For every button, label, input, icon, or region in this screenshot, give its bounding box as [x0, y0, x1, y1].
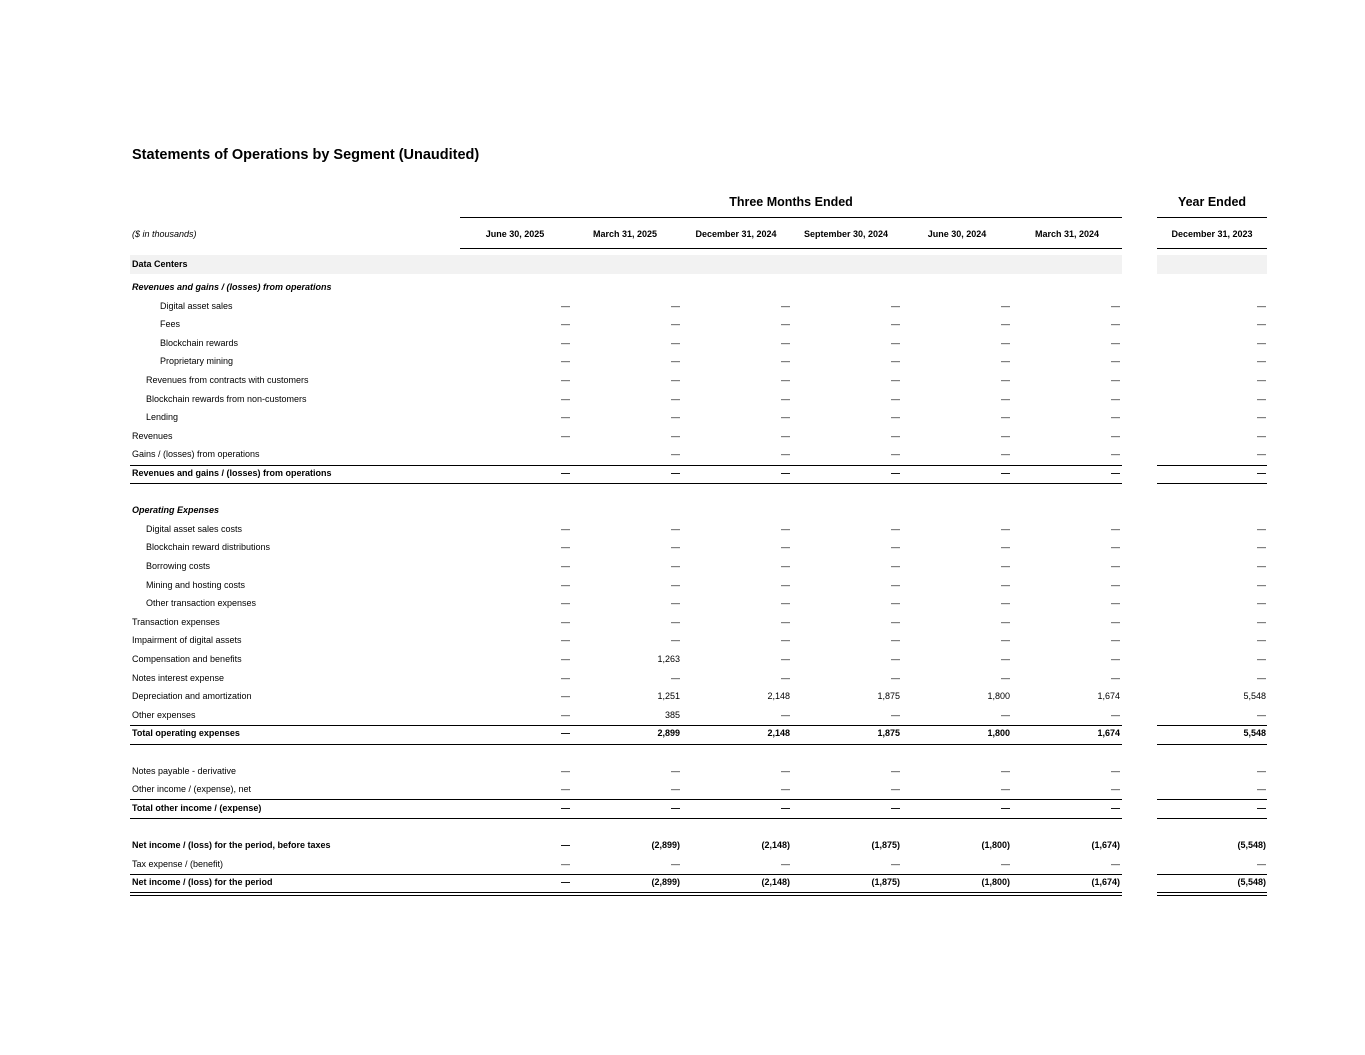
total-rule-top	[1157, 799, 1267, 800]
row-value: —	[561, 728, 570, 739]
row-value: —	[1257, 561, 1266, 571]
row-label: Mining and hosting costs	[146, 579, 246, 590]
row-value: —	[561, 393, 570, 404]
row-value: —	[1001, 598, 1010, 609]
row-value: —	[671, 356, 680, 367]
total-rule-double	[130, 892, 1122, 896]
row-value: —	[1111, 523, 1120, 534]
column-header-rule-three-months	[460, 248, 1122, 249]
row-value: —	[671, 561, 680, 571]
row-label: Blockchain rewards	[160, 337, 239, 348]
row-value: (1,674)	[1091, 877, 1120, 888]
row-value: (1,875)	[871, 877, 900, 888]
row-value: —	[1001, 337, 1010, 348]
row-value: —	[891, 598, 900, 609]
row-value: —	[671, 672, 680, 683]
table-row	[0, 335, 1365, 353]
row-value: —	[1111, 300, 1120, 311]
row-value: —	[781, 654, 790, 664]
row-value: —	[561, 523, 570, 534]
row-label: Compensation and benefits	[132, 654, 242, 664]
table-row	[0, 446, 1365, 464]
row-label: Total other income / (expense)	[132, 802, 262, 813]
table-row	[0, 316, 1365, 334]
table-row	[0, 391, 1365, 409]
row-value: —	[561, 356, 570, 367]
row-label: Revenues	[132, 430, 173, 441]
row-value: —	[1001, 784, 1010, 795]
row-value: —	[561, 616, 570, 627]
row-value: —	[781, 709, 790, 720]
row-value: —	[781, 393, 790, 404]
table-row	[0, 781, 1365, 799]
table-row	[0, 670, 1365, 688]
row-value: —	[561, 877, 570, 888]
row-value: —	[781, 616, 790, 627]
row-value: —	[1111, 561, 1120, 571]
row-value: —	[671, 430, 680, 441]
row-label: Digital asset sales	[160, 300, 233, 311]
row-value: —	[891, 579, 900, 590]
row-value: —	[781, 356, 790, 367]
row-value: —	[1111, 375, 1120, 385]
row-value: —	[561, 468, 570, 478]
row-value: —	[561, 412, 570, 423]
row-value: —	[891, 542, 900, 553]
row-value: —	[561, 598, 570, 609]
row-value: —	[891, 765, 900, 776]
row-value: —	[671, 858, 680, 869]
table-row	[0, 837, 1365, 855]
row-value: —	[1001, 709, 1010, 720]
row-value: —	[891, 858, 900, 869]
row-value: —	[1111, 635, 1120, 646]
row-value: —	[561, 691, 570, 702]
row-value: (1,674)	[1091, 840, 1120, 850]
row-value: —	[1111, 542, 1120, 553]
row-value: —	[1257, 672, 1266, 683]
row-value: (1,800)	[981, 877, 1010, 888]
row-label: Blockchain reward distributions	[146, 542, 271, 553]
row-label: Other income / (expense), net	[132, 784, 252, 795]
row-value: 2,899	[657, 728, 680, 739]
row-value: —	[1001, 635, 1010, 646]
row-value: (2,899)	[651, 840, 680, 850]
row-value: —	[781, 319, 790, 330]
table-row	[0, 372, 1365, 390]
row-value: —	[561, 765, 570, 776]
row-value: —	[1111, 765, 1120, 776]
row-label: Transaction expenses	[132, 616, 220, 627]
row-value: —	[891, 300, 900, 311]
row-value: —	[1111, 672, 1120, 683]
table-row	[0, 558, 1365, 576]
row-value: —	[1111, 784, 1120, 795]
row-value: —	[781, 635, 790, 646]
row-value: —	[671, 523, 680, 534]
row-value: —	[781, 542, 790, 553]
row-value: —	[1257, 784, 1266, 795]
row-value: 5,548	[1243, 728, 1266, 739]
table-row	[0, 353, 1365, 371]
row-label: Proprietary mining	[160, 356, 234, 367]
row-value: —	[781, 523, 790, 534]
row-value: —	[891, 561, 900, 571]
row-value: —	[1257, 468, 1266, 478]
row-value: —	[1257, 598, 1266, 609]
row-value: —	[561, 579, 570, 590]
row-value: —	[781, 430, 790, 441]
row-value: —	[1257, 430, 1266, 441]
row-value: —	[561, 672, 570, 683]
table-row	[0, 539, 1365, 557]
row-value: —	[1001, 802, 1010, 813]
spacer-row	[0, 744, 1365, 762]
row-value: —	[781, 300, 790, 311]
row-value: —	[1111, 598, 1120, 609]
row-value: —	[1001, 765, 1010, 776]
header-rule-three-months	[460, 217, 1122, 218]
row-value: 385	[664, 709, 680, 720]
row-value: —	[781, 337, 790, 348]
row-value: —	[1257, 300, 1266, 311]
row-value: 1,800	[987, 728, 1010, 739]
row-label: Borrowing costs	[146, 561, 211, 571]
row-label: Revenues and gains / (losses) from operations	[132, 282, 332, 292]
total-rule-top	[130, 725, 1122, 726]
table-row	[0, 725, 1365, 743]
row-value: —	[1111, 802, 1120, 813]
spacer-row	[0, 484, 1365, 502]
table-row	[0, 465, 1365, 483]
row-value: —	[671, 542, 680, 553]
row-value: —	[1257, 523, 1266, 534]
row-value: —	[561, 802, 570, 813]
table-row	[0, 428, 1365, 446]
row-value: —	[781, 579, 790, 590]
row-value: —	[891, 709, 900, 720]
total-rule-top	[130, 874, 1122, 875]
row-value: (2,148)	[761, 840, 790, 850]
row-value: —	[1257, 579, 1266, 590]
table-row	[0, 577, 1365, 595]
row-label: Operating Expenses	[132, 505, 220, 516]
row-value: —	[671, 765, 680, 776]
row-value: 2,148	[767, 728, 790, 739]
row-value: —	[891, 654, 900, 664]
total-rule-top	[1157, 874, 1267, 875]
row-value: —	[1001, 858, 1010, 869]
row-value: —	[891, 802, 900, 813]
row-value: —	[781, 412, 790, 423]
row-value: —	[1111, 337, 1120, 348]
row-value: —	[1257, 635, 1266, 646]
table-row	[0, 707, 1365, 725]
row-value: —	[1001, 356, 1010, 367]
row-value: —	[1257, 858, 1266, 869]
row-value: —	[1257, 654, 1266, 664]
section-subheading	[0, 279, 1365, 297]
column-header-dec-2024: December 31, 2024	[695, 229, 777, 239]
row-value: —	[781, 468, 790, 478]
row-label: Notes interest expense	[132, 672, 225, 683]
row-value: —	[1111, 616, 1120, 627]
table-row	[0, 521, 1365, 539]
row-value: —	[1111, 356, 1120, 367]
column-header-rule-year	[1157, 248, 1267, 249]
row-value: (1,875)	[871, 840, 900, 850]
row-value: —	[1001, 412, 1010, 423]
row-value: —	[1001, 561, 1010, 571]
row-value: —	[671, 598, 680, 609]
row-value: —	[891, 523, 900, 534]
column-header-jun-2025: June 30, 2025	[485, 229, 545, 239]
row-value: —	[561, 784, 570, 795]
table-row	[0, 688, 1365, 706]
spacer-row	[0, 818, 1365, 836]
row-value: —	[891, 337, 900, 348]
row-value: —	[561, 337, 570, 348]
column-header-dec-2023: December 31, 2023	[1171, 229, 1253, 239]
column-header-sep-2024: September 30, 2024	[803, 229, 889, 239]
row-value: —	[1001, 468, 1010, 478]
table-row	[0, 800, 1365, 818]
row-value: —	[1111, 654, 1120, 664]
row-label: Revenues and gains / (losses) from operations	[132, 468, 332, 478]
row-value: —	[1111, 858, 1120, 869]
row-value: —	[781, 561, 790, 571]
table-row	[0, 595, 1365, 613]
row-value: —	[1111, 709, 1120, 720]
row-label: Revenues from contracts with customers	[146, 375, 309, 385]
row-value: —	[891, 635, 900, 646]
table-row	[0, 298, 1365, 316]
row-value: —	[1257, 802, 1266, 813]
segment-band-three-months	[130, 255, 1122, 274]
row-value: —	[561, 300, 570, 311]
row-value: —	[1001, 523, 1010, 534]
row-value: —	[561, 319, 570, 330]
row-value: (1,800)	[981, 840, 1010, 850]
row-value: —	[671, 468, 680, 478]
row-value: (5,548)	[1237, 877, 1266, 888]
row-value: —	[671, 784, 680, 795]
row-value: —	[671, 635, 680, 646]
column-header-mar-2024: March 31, 2024	[1034, 229, 1100, 239]
row-value: —	[891, 784, 900, 795]
row-value: —	[781, 598, 790, 609]
row-value: —	[1257, 412, 1266, 423]
row-label: Gains / (losses) from operations	[132, 449, 260, 460]
row-value: —	[1001, 375, 1010, 385]
row-value: —	[1111, 319, 1120, 330]
units-label: ($ in thousands)	[132, 229, 197, 239]
row-value: —	[1257, 616, 1266, 627]
table-row	[0, 409, 1365, 427]
row-value: —	[891, 672, 900, 683]
segment-band-year	[1157, 255, 1267, 274]
row-value: —	[671, 337, 680, 348]
row-value: —	[1257, 393, 1266, 404]
row-value: —	[561, 654, 570, 664]
row-value: —	[671, 449, 680, 460]
row-value: (2,148)	[761, 877, 790, 888]
table-row	[0, 614, 1365, 632]
row-value: —	[1001, 616, 1010, 627]
row-value: —	[561, 840, 570, 850]
total-rule-top	[130, 799, 1122, 800]
total-rule-top	[1157, 465, 1267, 466]
row-value: 2,148	[767, 691, 790, 702]
column-header-jun-2024: June 30, 2024	[927, 229, 987, 239]
row-value: —	[1257, 356, 1266, 367]
row-value: —	[891, 356, 900, 367]
row-value: 1,263	[657, 654, 680, 664]
row-value: (5,548)	[1237, 840, 1266, 850]
row-value: —	[1257, 709, 1266, 720]
row-label: Net income / (loss) for the period, before taxes	[132, 840, 331, 850]
row-value: —	[671, 616, 680, 627]
row-value: 1,674	[1097, 691, 1120, 702]
row-value: —	[1257, 319, 1266, 330]
row-value: —	[1111, 412, 1120, 423]
header-rule-year	[1157, 217, 1267, 218]
row-label: Other expenses	[132, 709, 196, 720]
row-value: —	[781, 802, 790, 813]
row-label: Total operating expenses	[132, 728, 240, 739]
row-label: Blockchain rewards from non-customers	[146, 393, 307, 404]
row-value: —	[561, 430, 570, 441]
row-label: Lending	[146, 412, 179, 423]
row-value: —	[1257, 542, 1266, 553]
row-value: —	[781, 765, 790, 776]
row-label: Notes payable - derivative	[132, 765, 237, 776]
row-value: —	[561, 709, 570, 720]
row-value: —	[781, 672, 790, 683]
row-value: 1,800	[987, 691, 1010, 702]
row-value: —	[891, 430, 900, 441]
row-value: —	[1001, 319, 1010, 330]
row-value: —	[561, 858, 570, 869]
row-value: —	[1001, 542, 1010, 553]
row-value: —	[891, 449, 900, 460]
section-subheading	[0, 502, 1365, 520]
row-value: —	[1111, 579, 1120, 590]
row-value: —	[671, 375, 680, 385]
total-rule-top	[130, 465, 1122, 466]
row-value: —	[1257, 337, 1266, 348]
row-value: —	[671, 802, 680, 813]
row-value: 1,875	[877, 728, 900, 739]
row-value: —	[1001, 672, 1010, 683]
row-value: —	[1257, 765, 1266, 776]
row-value: —	[891, 412, 900, 423]
row-value: —	[1001, 579, 1010, 590]
row-value: —	[1001, 430, 1010, 441]
row-label: Impairment of digital assets	[132, 635, 242, 646]
row-value: —	[671, 300, 680, 311]
row-value: —	[671, 319, 680, 330]
group-header-three-months: Three Months Ended	[729, 195, 853, 209]
table-row	[0, 632, 1365, 650]
row-value: —	[781, 784, 790, 795]
total-rule-double	[1157, 892, 1267, 896]
row-value: —	[561, 542, 570, 553]
row-value: —	[891, 468, 900, 478]
row-label: Net income / (loss) for the period	[132, 877, 273, 888]
row-value: —	[1001, 393, 1010, 404]
row-value: —	[781, 858, 790, 869]
total-rule-top	[1157, 725, 1267, 726]
row-value: —	[891, 616, 900, 627]
row-value: —	[561, 635, 570, 646]
row-value: —	[781, 449, 790, 460]
table-row	[0, 763, 1365, 781]
row-label: Digital asset sales costs	[146, 523, 243, 534]
row-value: —	[561, 375, 570, 385]
page-title: Statements of Operations by Segment (Unaudited)	[132, 147, 480, 163]
row-value: —	[1001, 300, 1010, 311]
group-header-year: Year Ended	[1177, 195, 1247, 209]
row-label: Other transaction expenses	[146, 598, 257, 609]
row-value: —	[781, 375, 790, 385]
row-value: —	[1001, 654, 1010, 664]
row-value: (2,899)	[651, 877, 680, 888]
row-value: —	[561, 561, 570, 571]
table-row	[0, 651, 1365, 669]
row-label: Tax expense / (benefit)	[132, 858, 224, 869]
row-value: —	[1257, 375, 1266, 385]
segment-heading: Data Centers	[132, 259, 188, 269]
row-value: —	[671, 412, 680, 423]
row-value: —	[891, 393, 900, 404]
column-header-mar-2025: March 31, 2025	[592, 229, 658, 239]
row-label: Fees	[160, 319, 181, 330]
row-value: —	[891, 375, 900, 385]
row-value: —	[1111, 430, 1120, 441]
row-value: 1,875	[877, 691, 900, 702]
row-value: 5,548	[1243, 691, 1266, 702]
row-value: —	[1111, 449, 1120, 460]
row-value: —	[1257, 449, 1266, 460]
row-value: 1,251	[657, 691, 680, 702]
row-label: Depreciation and amortization	[132, 691, 252, 702]
row-value: —	[1001, 449, 1010, 460]
row-value: —	[891, 319, 900, 330]
row-value: —	[1111, 393, 1120, 404]
row-value: 1,674	[1097, 728, 1120, 739]
row-value: —	[671, 579, 680, 590]
table-row	[0, 856, 1365, 874]
table-row	[0, 874, 1365, 892]
row-value: —	[1111, 468, 1120, 478]
row-value: —	[671, 393, 680, 404]
